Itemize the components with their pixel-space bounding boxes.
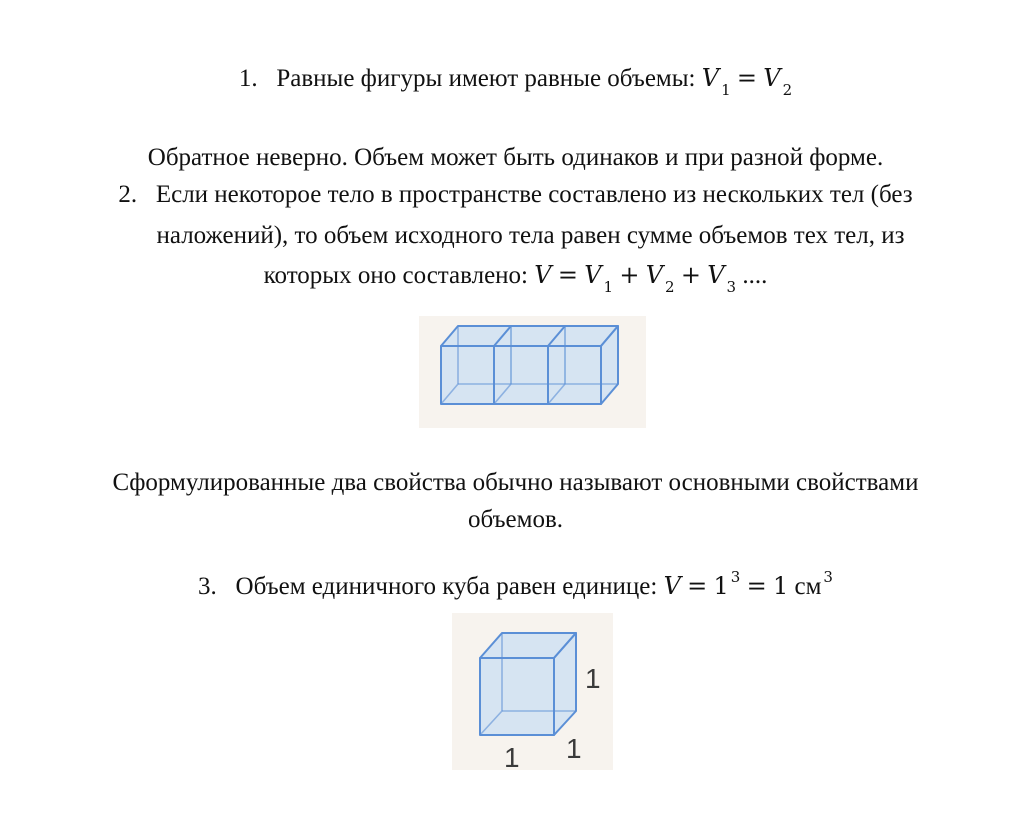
property-3-number: 3. (198, 573, 217, 600)
formula-equals: = (687, 572, 708, 600)
formula-unit: см (788, 573, 822, 600)
formula-v: V (663, 572, 681, 600)
cube-height-label: 1 (585, 663, 601, 694)
property-1-number: 1. (238, 65, 258, 92)
property-2-line-1 (0, 180, 1031, 210)
formula-plus: + (680, 261, 701, 289)
formula-value: 1 (772, 572, 789, 600)
property-2-line-3 (0, 260, 1031, 296)
formula-equals: = (736, 64, 757, 92)
formula-v1: V (584, 261, 602, 289)
formula-ellipsis: .... (736, 262, 768, 289)
formula-v1-subscript: 1 (721, 81, 731, 99)
formula-v3-subscript: 3 (726, 278, 737, 296)
formula-equals: = (746, 572, 767, 600)
formula-v2: V (763, 64, 781, 92)
three-cubes-figure (419, 316, 646, 428)
property-2-line-2: наложений), то объем исходного тела равен сумме объемов тех тел, из (156, 222, 905, 249)
property-1-text: Равные фигуры имеют равные объемы: (276, 65, 702, 92)
property-2-text-3: которых оно составлено: (263, 262, 535, 289)
formula-v2-subscript: 2 (665, 278, 675, 296)
unit-cube-figure (452, 613, 613, 770)
unit-cube-illustration (452, 613, 613, 770)
formula-v3: V (707, 261, 725, 289)
formula-unit-exponent: 3 (823, 568, 833, 586)
formula-v1: V (701, 64, 720, 92)
property-2-number: 2. (118, 181, 138, 208)
converse-note: Обратное неверно. Объем может быть одинаков и при разной форме. (147, 144, 884, 171)
summary-line-1: Сформулированные два свойства обычно называют основными свойствами (112, 469, 919, 496)
summary-line-2: объемов. (468, 506, 563, 533)
formula-v1-subscript: 1 (603, 278, 614, 296)
property-3 (0, 568, 1031, 604)
property-1 (0, 63, 1031, 99)
property-3-text: Объем единичного куба равен единице: (235, 573, 664, 600)
property-2-text-1: Если некоторое тело в пространстве составлено из нескольких тел (без (155, 181, 913, 208)
cube-depth-label: 1 (504, 742, 520, 770)
formula-v2-subscript: 2 (782, 81, 793, 99)
three-cubes-illustration (419, 316, 646, 428)
formula-v: V (534, 261, 552, 289)
formula-v2: V (645, 261, 664, 289)
formula-equals: = (557, 261, 578, 289)
formula-plus: + (619, 261, 640, 289)
formula-exponent: 3 (730, 568, 741, 586)
cube-width-label: 1 (566, 733, 582, 764)
formula-base: 1 (713, 572, 729, 600)
